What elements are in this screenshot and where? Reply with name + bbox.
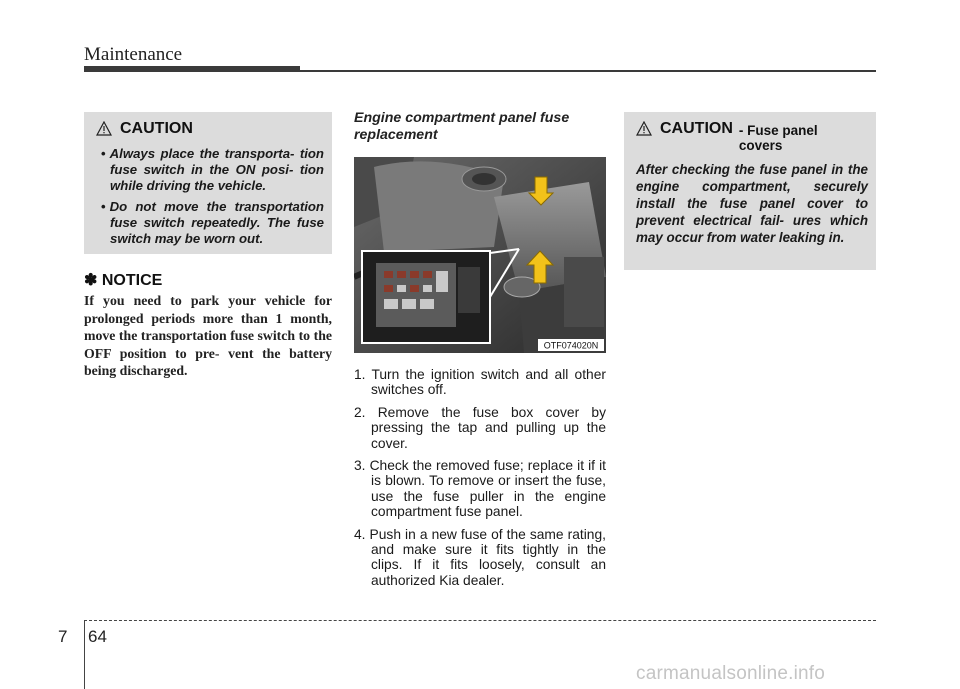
chapter-number: 7	[58, 627, 68, 646]
caution-subtitle: - Fuse panel covers	[738, 123, 818, 153]
engine-fuse-photo	[354, 157, 606, 353]
page-header-title: Maintenance	[84, 44, 183, 65]
caution-item: • Always place the transporta- tion fuse switch in the ON posi- tion while driving the vehicle.	[96, 146, 324, 194]
caution-body: After checking the fuse panel in the engine compartment, securely install the fuse panel cover to prevent electrical fail- ures which may occur from water leaking in.	[636, 162, 868, 245]
caution-box-fuse-panel-covers	[624, 112, 876, 270]
caution-item: • Do not move the transportation fuse switch repeatedly. The fuse switch may be worn out.	[96, 199, 324, 247]
step-item: 3. Check the removed fuse; replace it if it is blown. To remove or insert the fuse, use the fuse puller in the engine compartment fuse panel.	[354, 458, 606, 520]
warning-triangle-icon	[96, 121, 112, 136]
caution-box-transport-fuse	[84, 112, 332, 254]
notice-body: If you need to park your vehicle for prolonged periods more than 1 month, move the transportation fuse switch to the OFF position to pre- vent the battery being discharged.	[84, 293, 332, 378]
step-item: 2. Remove the fuse box cover by pressing the tap and pulling up the cover.	[354, 404, 606, 451]
engine-compartment-illustration	[354, 157, 606, 353]
watermark: carmanualsonline.info	[636, 663, 826, 684]
section-title: Engine compartment panel fuse replacement	[354, 110, 570, 143]
header-rule	[84, 70, 876, 72]
footer-rule	[84, 620, 876, 621]
warning-triangle-icon	[636, 121, 652, 136]
step-item: 4. Push in a new fuse of the same rating, and make sure it fits tightly in the clips. If it fits loosely, consult an authorized Kia dealer.	[354, 526, 606, 588]
footer-divider	[84, 620, 85, 689]
notice-title: ✽ NOTICE	[84, 272, 163, 289]
step-item: 1. Turn the ignition switch and all other switches off.	[354, 367, 606, 398]
caution-title: CAUTION	[96, 120, 324, 138]
replacement-steps	[354, 367, 606, 595]
page-number: 64	[88, 627, 107, 646]
caution-title: CAUTION - Fuse panel covers	[636, 120, 868, 153]
image-code-label: OTF074020N	[543, 340, 599, 351]
caution-list	[96, 146, 324, 247]
